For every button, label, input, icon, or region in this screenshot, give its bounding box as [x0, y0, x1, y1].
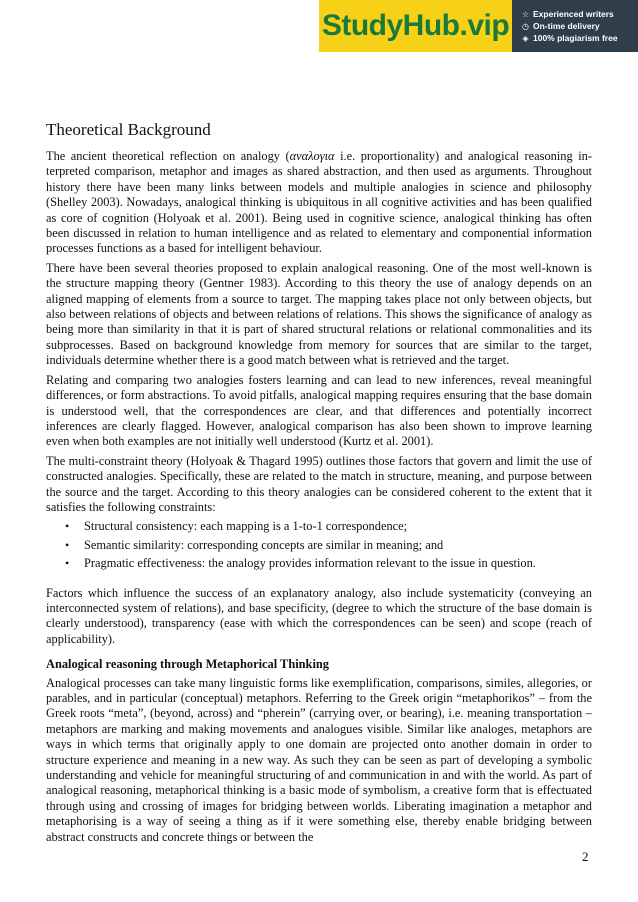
feature-label: 100% plagiarism free: [533, 33, 618, 43]
feature-experienced-writers: [521, 9, 638, 19]
paragraph-analogy-history: [46, 149, 592, 257]
feature-label: On-time delivery: [533, 21, 600, 31]
banner-features: [512, 0, 638, 52]
paragraph-multi-constraint: The multi-constraint theory (Holyoak & Thagard 1995) outlines those factors that govern and limit the use of constructed analogies. Specifically, these are related to the match in structure, meaning, and purpose between the source and the target. According to this theory analogies can be considered coherent to the extent that it satisfies the following constraints:: [46, 453, 592, 514]
star-icon: ☆: [521, 9, 530, 19]
paragraph-structure-mapping: There have been several theories proposed to explain analogical reasoning. One of the most well-known is the structure mapping theory (Gentner 1983). According to this theory the use of analogy depends on an aligned mapping of elements from a source to target. The mapping takes place not only between objects, but also between relations of objects and between relations of relations. This shows the significance of analogy as being more than similarity in that it is part of shared structural relations or relational commonalities and its subprocesses. Based on background knowledge from memory for sources that are similar to the target, individuals determine whether there is a good match between what is retrieved and the target.: [46, 260, 592, 368]
list-item: • Semantic similarity: corresponding concepts are similar in meaning; and: [84, 538, 592, 553]
feature-plagiarism-free: [521, 33, 638, 43]
brand-logo[interactable]: StudyHub.vip: [319, 0, 512, 52]
clock-icon: ◷: [522, 21, 529, 31]
shield-icon: ◈: [522, 33, 529, 43]
list-item: • Structural consistency: each mapping is a 1-to-1 correspondence;: [84, 519, 592, 534]
text-run: i.e. proportionality) and analogical reasoning interpreted comparison, metaphor and images as shared abstraction, and then used as arguments. Throughout history there have been many links between models and multiple analogies in science and philosophy (Shelley 2003). Nowadays, analogical thinking is ubiquitous in all cognitive activities and has been qualified as core of cognition (Holyoak et al. 2001). Being used in cognitive science, analogical thinking has often been discussed in relation to human intelligence and as related to elementary and componential information processes functions as a based for intelligent behaviour.: [46, 149, 592, 256]
text-run: The ancient theoretical reflection on analogy (: [46, 149, 290, 163]
list-item: • Pragmatic effectiveness: the analogy provides information relevant to the issue in question.: [84, 556, 592, 571]
paragraph-comparison-learning: Relating and comparing two analogies fosters learning and can lead to new inferences, reveal meaningful differences, or form abstractions. To avoid pitfalls, analogical mapping requires ensuring that the base domain is understood well, that the correspondences are clear, and that differences and potentially incorrect inferences are clearly flagged. However, analogical comparison has also been shown to improve learning even when both examples are not initially well understood (Kurtz et al. 2001).: [46, 372, 592, 449]
feature-label: Experienced writers: [533, 9, 614, 19]
constraints-list: [46, 519, 592, 571]
section-heading: Theoretical Background: [46, 120, 211, 139]
subsection-heading: Analogical reasoning through Metaphorical Thinking: [46, 657, 329, 672]
feature-on-time-delivery: [521, 21, 638, 31]
document-body: [46, 120, 592, 849]
ad-banner[interactable]: [319, 0, 638, 52]
page-number: 2: [582, 849, 589, 864]
greek-term: αναλογια: [289, 149, 335, 163]
paragraph-success-factors: Factors which influence the success of an explanatory analogy, also include systematicity (conveying an interconnected system of relations), and base specificity, (degree to which the structure of the base domain is clearly understood), transparency (ease with which the correspondences can be seen) and scope (reach of applicability).: [46, 585, 592, 646]
paragraph-metaphorical-thinking: Analogical processes can take many linguistic forms like exemplification, comparisons, similes, allegories, or parables, and in particular (conceptual) metaphors. Referring to the Greek origin “metaphorikos” – from the Greek roots “meta”, (beyond, across) and “pherein” (carrying over, or bearing), i.e. meaning transportation – metaphors are marking and making movements and analogues visible. Similar like analoges, metaphors are ways in which terms that originally apply to one domain are projected onto another domain in order to structure experience and meaning in a new way. As such they can be seen as part of developing a symbolic understanding and vehicle for meaningful structuring of and communication in and with the world. As part of analogical reasoning, metaphorical thinking is a basic mode of symbolism, a creative form that is effectuated through using and crossing of images for bridging between worlds. Liberating imagination a metaphor and metaphorising is a way of seeing a thing as if it were something else, thereby enable bridging between abstract constructs and concrete things or between the: [46, 675, 592, 844]
